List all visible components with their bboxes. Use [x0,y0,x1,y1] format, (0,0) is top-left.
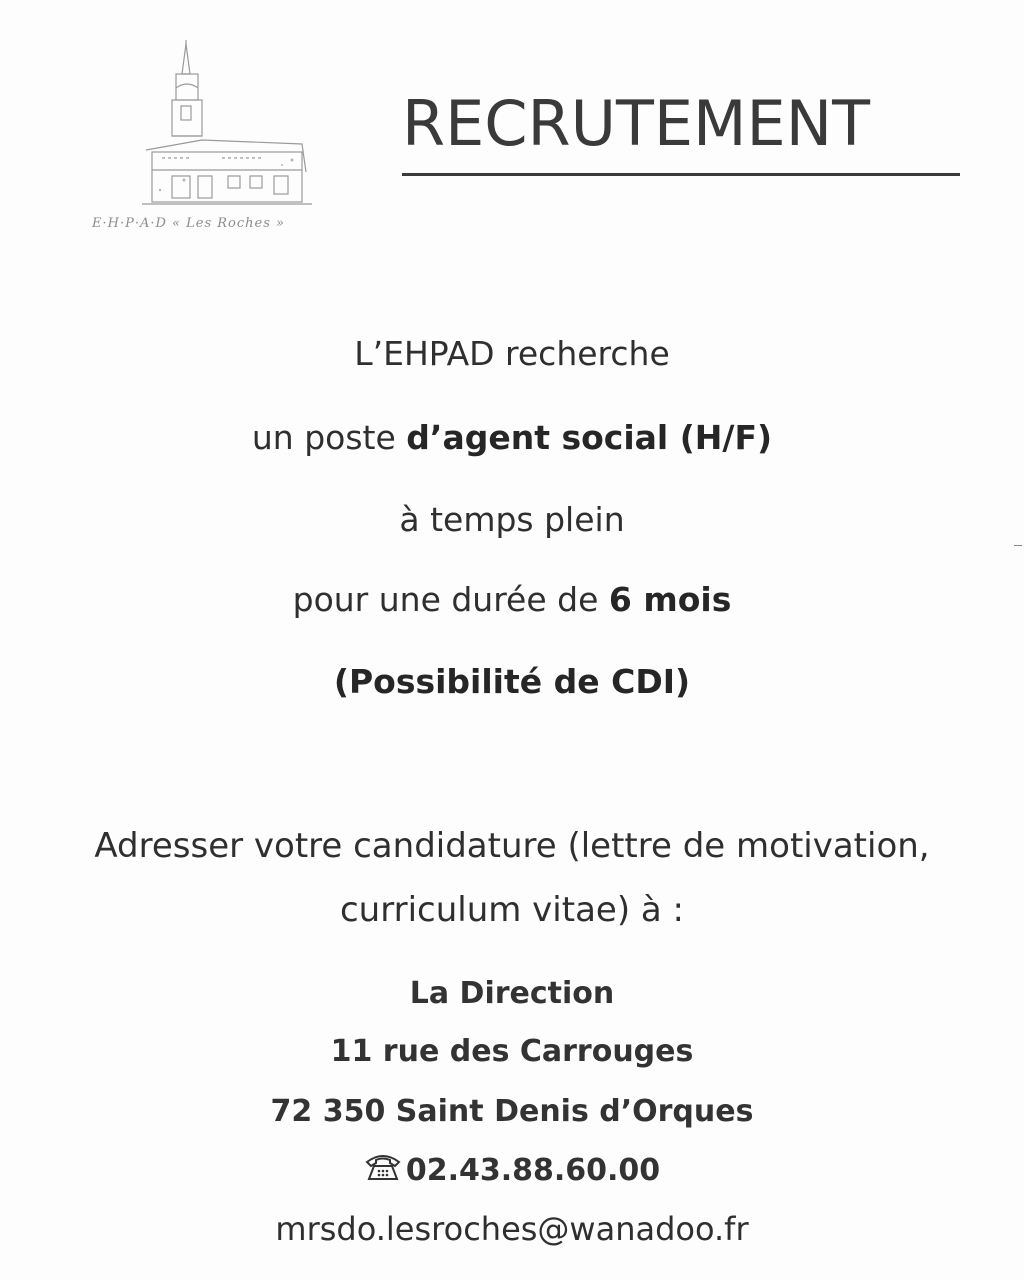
contact-recipient: La Direction [409,976,615,1011]
contract-duration: 6 mois [608,580,732,619]
contact-phone-row [0,1152,1024,1190]
church-drawing-icon [132,40,322,215]
contact-email[interactable]: mrsdo.lesroches@wanadoo.fr [275,1210,749,1248]
offer-line-4-prefix: pour une durée de [292,580,609,619]
offer-line-3: à temps plein [399,500,625,539]
application-line-2: curriculum vitae) à : [339,890,685,930]
application-line-1: Adresser votre candidature (lettre de motivation, [94,826,930,866]
offer-line-2-prefix: un poste [251,418,407,457]
title-underline [402,173,960,176]
contact-street: 11 rue des Carrouges [330,1034,694,1069]
ehpad-logo [92,40,342,240]
telephone-icon [364,1152,402,1190]
page-title: RECRUTEMENT [402,87,870,160]
logo-caption: E·H·P·A·D « Les Roches » [92,216,285,231]
offer-line-2 [0,418,1024,457]
job-title: d’agent social (H/F) [406,418,773,457]
offer-line-4 [0,580,1024,619]
cdi-possibility: (Possibilité de CDI) [333,662,691,701]
scan-speck [1014,545,1022,546]
contact-phone: 02.43.88.60.00 [405,1153,661,1188]
contact-city: 72 350 Saint Denis d’Orques [270,1094,754,1129]
offer-line-1: L’EHPAD recherche [354,334,670,373]
